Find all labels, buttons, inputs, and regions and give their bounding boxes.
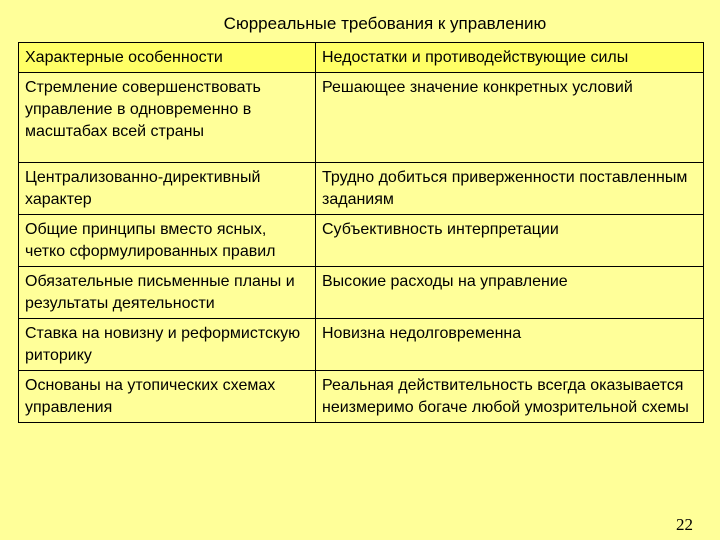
requirements-table <box>18 42 704 423</box>
row-feature: Общие принципы вместо ясных, четко сформулированных правил <box>19 215 316 267</box>
table-header-row <box>19 43 704 73</box>
row-feature: Стремление совершенствовать управление в одновременно в масштабах всей страны <box>19 73 316 163</box>
table-row <box>19 319 704 371</box>
row-feature: Обязательные письменные планы и результаты деятельности <box>19 267 316 319</box>
row-drawback: Решающее значение конкретных условий <box>316 73 704 163</box>
row-drawback: Реальная действительность всегда оказывается неизмеримо богаче любой умозрительной схемы <box>316 371 704 423</box>
table-row <box>19 73 704 163</box>
page-number: 22 <box>676 515 693 534</box>
row-feature: Централизованно-директивный характер <box>19 163 316 215</box>
row-feature: Ставка на новизну и реформистскую риторику <box>19 319 316 371</box>
row-drawback: Новизна недолговременна <box>316 319 704 371</box>
row-feature: Основаны на утопических схемах управления <box>19 371 316 423</box>
table-row <box>19 215 704 267</box>
header-features: Характерные особенности <box>19 43 316 73</box>
table-row <box>19 371 704 423</box>
table-row <box>19 163 704 215</box>
row-drawback: Высокие расходы на управление <box>316 267 704 319</box>
table-row <box>19 267 704 319</box>
slide-title: Сюрреальные требования к управлению <box>223 14 547 33</box>
row-drawback: Трудно добиться приверженности поставленным заданиям <box>316 163 704 215</box>
header-drawbacks: Недостатки и противодействующие силы <box>316 43 704 73</box>
row-drawback: Субъективность интерпретации <box>316 215 704 267</box>
